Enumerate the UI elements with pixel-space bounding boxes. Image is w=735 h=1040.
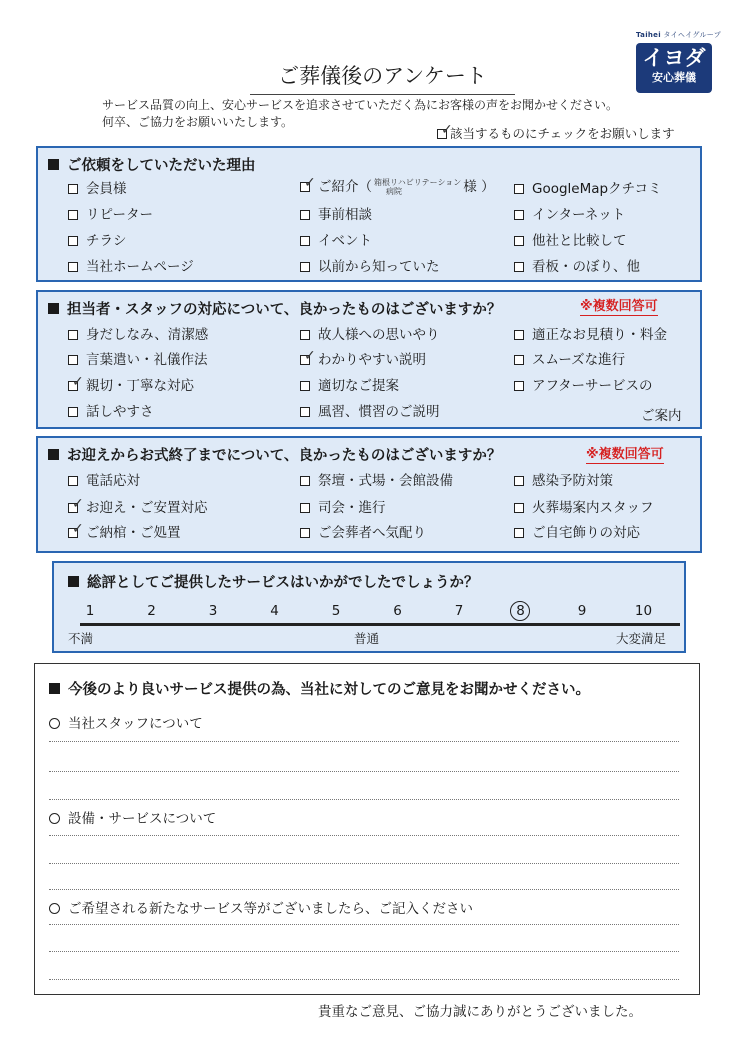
scale-label-high: 大変満足	[616, 631, 667, 646]
company-logo	[636, 30, 722, 90]
scale-label-mid: 普通	[354, 631, 380, 646]
option-label: 適正なお見積り・料金	[532, 327, 667, 343]
question-text: 設備・サービスについて	[68, 811, 217, 827]
checkbox-option[interactable]	[68, 206, 153, 224]
checkbox-option[interactable]	[514, 258, 640, 276]
checkbox-option[interactable]	[300, 232, 372, 250]
checkbox-option[interactable]	[514, 326, 667, 344]
checkbox-option[interactable]	[514, 472, 613, 490]
answer-line[interactable]	[49, 771, 679, 772]
check-mark-icon: ✓	[304, 348, 316, 364]
section-heading-text: お迎えからお式終了までについて、良かったものはございますか？	[67, 448, 502, 464]
checkbox-option[interactable]	[68, 374, 194, 395]
section-overall-rating	[52, 561, 686, 653]
checkbox-option[interactable]	[300, 403, 440, 421]
checkbox-icon[interactable]	[300, 262, 310, 272]
rating-number: 2	[147, 603, 156, 619]
checkbox-option[interactable]	[300, 472, 453, 490]
option-label: わかりやすい説明	[318, 352, 426, 368]
checkbox-icon[interactable]	[514, 330, 524, 340]
answer-line[interactable]	[49, 835, 679, 836]
checkbox-icon[interactable]	[514, 210, 524, 220]
checkbox-icon[interactable]	[514, 184, 524, 194]
scale-label-low: 不満	[68, 631, 94, 646]
multiple-answers-note: ※複数回答可	[580, 299, 658, 314]
checkbox-icon[interactable]	[514, 381, 524, 391]
rating-number: 10	[634, 603, 653, 619]
checkbox-option[interactable]	[514, 524, 640, 542]
square-bullet-icon	[48, 449, 59, 460]
check-instruction	[437, 124, 675, 142]
option-label: リピーター	[86, 207, 153, 223]
rating-option[interactable]	[634, 603, 654, 619]
question-new-services	[49, 897, 473, 917]
rating-number: 8	[516, 603, 525, 619]
checkbox-option[interactable]	[514, 206, 625, 224]
option-label: 会員様	[86, 181, 127, 197]
checkbox-icon[interactable]	[68, 262, 78, 272]
checkbox-icon[interactable]	[300, 528, 310, 538]
checkbox-icon[interactable]	[514, 503, 524, 513]
checkbox-option[interactable]	[514, 377, 653, 395]
circle-bullet-icon	[49, 813, 60, 824]
option-label: 親切・丁寧な対応	[86, 378, 194, 394]
option-label: ご納棺・ご処置	[86, 525, 181, 541]
answer-line[interactable]	[49, 889, 679, 890]
checked-box-icon[interactable]	[68, 521, 84, 538]
checkbox-option[interactable]	[300, 524, 426, 542]
checkbox-option[interactable]	[514, 232, 627, 250]
section-staff-response	[36, 290, 702, 429]
answer-line[interactable]	[49, 951, 679, 952]
checkbox-option[interactable]	[300, 348, 426, 369]
option-label: 司会・進行	[318, 500, 386, 516]
checkbox-option[interactable]	[68, 326, 208, 344]
option-label: 当社ホームページ	[86, 259, 194, 275]
checkbox-icon[interactable]	[300, 210, 310, 220]
check-mark-icon: ✓	[72, 496, 84, 512]
checkbox-icon[interactable]	[68, 407, 78, 417]
checked-box-icon[interactable]	[300, 175, 316, 192]
question-staff	[49, 712, 203, 732]
rating-number: 6	[393, 603, 402, 619]
square-bullet-icon	[68, 576, 79, 587]
checkbox-icon[interactable]	[514, 528, 524, 538]
checkbox-option[interactable]	[300, 499, 386, 517]
checkbox-icon[interactable]	[68, 476, 78, 486]
checkbox-option[interactable]	[514, 499, 654, 517]
checkbox-option[interactable]	[68, 180, 127, 198]
square-bullet-icon	[48, 159, 59, 170]
checkbox-option[interactable]	[300, 258, 440, 276]
circle-bullet-icon	[49, 903, 60, 914]
page-title: ご葬儀後のアンケート	[250, 60, 515, 95]
option-label: ご自宅飾りの対応	[532, 525, 640, 541]
section-heading	[48, 444, 501, 465]
checkbox-icon[interactable]	[300, 407, 310, 417]
section-request-reason	[36, 146, 702, 282]
rating-number: 9	[577, 603, 587, 619]
option-label: 祭壇・式場・会館設備	[318, 473, 453, 489]
checkbox-icon[interactable]	[68, 355, 78, 365]
option-label: 話しやすさ	[86, 404, 154, 420]
answer-line[interactable]	[49, 924, 679, 925]
option-label: 電話応対	[86, 473, 140, 489]
handwritten-line: 箱根リハビリテーション	[374, 178, 462, 187]
rating-number: 1	[85, 603, 95, 619]
checkbox-icon[interactable]	[514, 355, 524, 365]
option-label: お迎え・ご安置対応	[86, 500, 208, 516]
multiple-answers-note: ※複数回答可	[586, 447, 664, 462]
section-ceremony	[36, 436, 702, 553]
option-label: アフターサービスの	[532, 378, 653, 394]
logo-brand-jp: タイヘイグループ	[663, 31, 722, 39]
checkbox-option[interactable]	[68, 403, 154, 421]
checkbox-option[interactable]	[68, 232, 127, 250]
option-label: スムーズな進行	[532, 352, 626, 368]
rating-option[interactable]	[80, 603, 100, 619]
rating-number: 3	[208, 603, 218, 619]
option-continuation: ご案内	[641, 408, 682, 424]
circle-bullet-icon	[49, 718, 60, 729]
answer-line[interactable]	[49, 799, 679, 800]
option-label: インターネット	[532, 207, 626, 223]
section-heading	[48, 154, 256, 175]
check-mark-icon: ✓	[72, 521, 84, 537]
answer-line[interactable]	[49, 979, 679, 980]
option-label: ご紹介	[318, 179, 359, 195]
rating-number: 4	[270, 603, 279, 619]
check-mark-icon: ✓	[304, 175, 316, 191]
option-label: 風習、慣習のご説明	[318, 404, 440, 420]
checkbox-icon[interactable]	[68, 330, 78, 340]
option-label: 他社と比較して	[532, 233, 627, 249]
handwritten-referrer	[374, 178, 461, 196]
option-label: 適切なご提案	[318, 378, 399, 394]
option-label: ご会葬者へ気配り	[318, 525, 426, 541]
rating-option[interactable]	[449, 603, 469, 619]
checkbox-option[interactable]	[514, 180, 662, 198]
checkbox-icon[interactable]	[68, 236, 78, 246]
checkbox-icon[interactable]	[300, 330, 310, 340]
checkbox-option[interactable]	[300, 175, 495, 196]
checkbox-option[interactable]	[300, 326, 440, 344]
checkbox-icon[interactable]	[68, 184, 78, 194]
selected-circle-icon	[510, 601, 530, 621]
logo-brand-en: Taihei	[636, 31, 661, 39]
option-label: 感染予防対策	[532, 473, 613, 489]
checked-box-icon[interactable]	[68, 496, 84, 513]
rating-option[interactable]	[142, 603, 162, 619]
square-bullet-icon	[48, 303, 59, 314]
logo-tagline: 安心葬儀	[652, 71, 696, 84]
check-mark-icon: ✓	[72, 374, 84, 390]
option-label: 故人様への思いやり	[318, 327, 440, 343]
option-label: 身だしなみ、清潔感	[86, 327, 209, 343]
question-facilities	[49, 807, 216, 827]
checkbox-icon[interactable]	[514, 236, 524, 246]
checkbox-icon[interactable]	[68, 210, 78, 220]
logo-box	[636, 43, 712, 93]
option-label: GoogleMapクチコミ	[532, 181, 662, 197]
checkbox-icon[interactable]	[514, 262, 524, 272]
option-suffix: 様 ）	[463, 179, 495, 195]
checkbox-option[interactable]	[300, 206, 372, 224]
section-heading-text: 今後のより良いサービス提供の為、当社に対してのご意見をお聞かせください。	[68, 682, 590, 698]
question-text: 当社スタッフについて	[68, 716, 203, 732]
checkbox-icon[interactable]	[300, 381, 310, 391]
rating-option[interactable]	[572, 603, 592, 619]
checkbox-icon[interactable]	[300, 503, 310, 513]
rating-option[interactable]	[511, 603, 531, 619]
rating-option[interactable]	[326, 603, 346, 619]
checkbox-icon[interactable]	[300, 236, 310, 246]
checkbox-option[interactable]	[300, 377, 399, 395]
rating-option[interactable]	[265, 603, 285, 619]
intro-line-2: 何卒、ご協力をお願いいたします。	[102, 115, 294, 129]
section-heading-text: 担当者・スタッフの対応について、良かったものはございますか？	[67, 302, 502, 318]
rating-number: 5	[331, 603, 341, 619]
checkbox-icon[interactable]	[300, 476, 310, 486]
option-label: 言葉遣い・礼儀作法	[86, 352, 208, 368]
rating-option[interactable]	[203, 603, 223, 619]
square-bullet-icon	[49, 683, 60, 694]
option-label: 看板・のぼり、他	[532, 259, 640, 275]
rating-option[interactable]	[388, 603, 408, 619]
section-feedback	[34, 663, 700, 995]
rating-scale-line	[80, 623, 680, 626]
intro-line-1: サービス品質の向上、安心サービスを追求させていただく為にお客様の声をお聞かせください。	[102, 98, 619, 112]
section-heading-text: ご依頼をしていただいた理由	[67, 158, 256, 174]
checkbox-option[interactable]	[68, 521, 181, 542]
option-label: 事前相談	[318, 207, 372, 223]
section-heading	[68, 571, 479, 592]
paren-open: （	[358, 179, 372, 195]
checked-box-icon[interactable]	[300, 348, 316, 365]
option-label: 火葬場案内スタッフ	[532, 500, 654, 516]
checkbox-option[interactable]	[68, 496, 208, 517]
option-label: チラシ	[86, 233, 127, 249]
handwritten-line: 病院	[386, 187, 402, 196]
checkbox-option[interactable]	[68, 351, 208, 369]
checked-box-icon[interactable]	[68, 374, 84, 391]
answer-line[interactable]	[49, 741, 679, 742]
section-heading	[48, 298, 501, 319]
checked-box-icon: ✓	[437, 129, 447, 139]
option-label: イベント	[318, 233, 372, 249]
question-text: ご希望される新たなサービス等がございましたら、ご記入ください	[68, 901, 473, 917]
logo-brand	[636, 30, 722, 40]
logo-name: イヨダ	[642, 46, 706, 70]
checkbox-icon[interactable]	[514, 476, 524, 486]
section-heading-text: 総評としてご提供したサービスはいかがでしたでしょうか？	[87, 575, 479, 591]
answer-line[interactable]	[49, 863, 679, 864]
checkbox-option[interactable]	[68, 472, 140, 490]
checkbox-option[interactable]	[514, 351, 625, 369]
section-heading	[49, 678, 590, 699]
checkbox-option[interactable]	[68, 258, 194, 276]
rating-number: 7	[454, 603, 464, 619]
option-label: 以前から知っていた	[318, 259, 440, 275]
thank-you-message: 貴重なご意見、ご協力誠にありがとうございました。	[318, 1004, 642, 1020]
check-instruction-text: 該当するものにチェックをお願いします	[450, 126, 675, 141]
